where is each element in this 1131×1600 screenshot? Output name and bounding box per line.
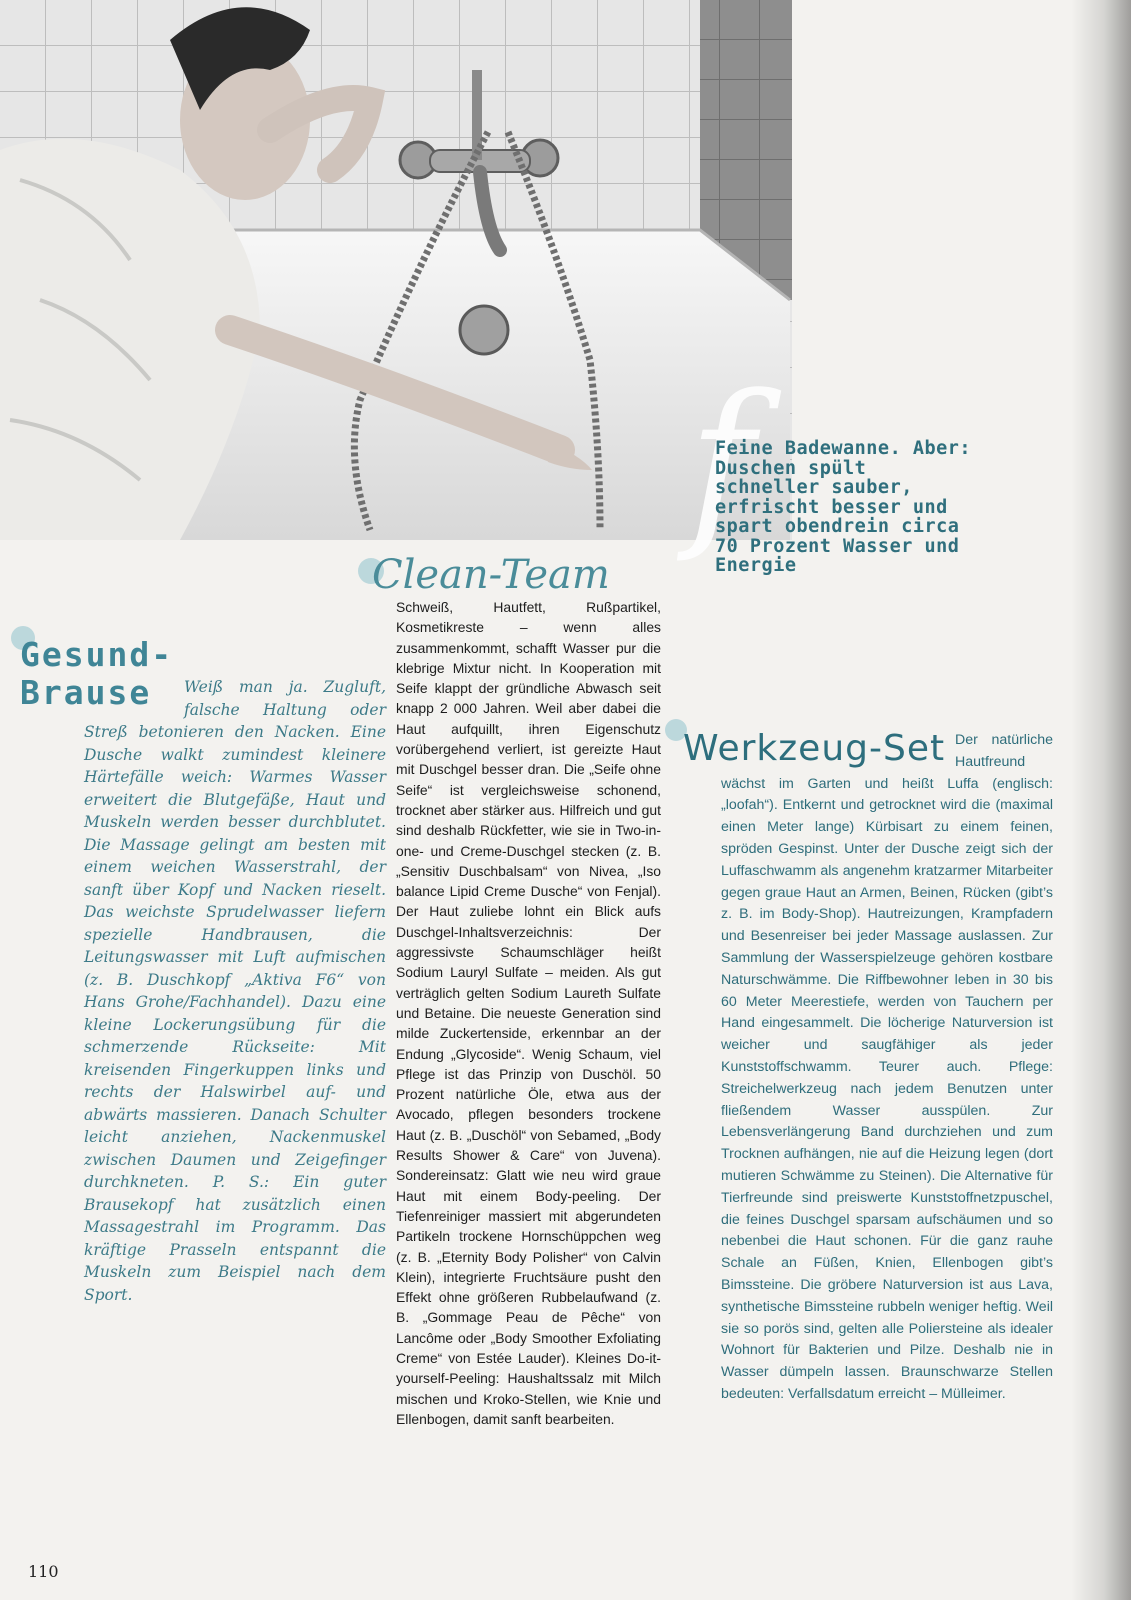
werkzeug-set-body: Der natürliche Hautfreund wächst im Garten und heißt Luffa (englisch: „loofah“). Entkernt und getrocknet wird die (maximal einen Meter lange) Kürbisart zu einem feinen, spröden Gespinst. Unter der Dusche zeigt sich der Luffaschwamm als angenehm kratzarmer Mitarbeiter gegen graue Haut an Armen, Beinen, Rücken (gibt’s z. B. im Body-Shop). Hautreizungen, Krampfadern und Besenreiser bei jeder Massage auslassen. Zur Sammlung der Wasserspielzeuge gehören kostbare Naturschwämme. Die Riffbewohner leben in 30 bis 60 Meter Meerestiefe, werden von Tauchern per Hand eingesammelt. Die löcherige Naturversion ist weicher und saugfähiger als jeder Kunststoffschwamm. Teurer auch. Pflege: Streichelwerkzeug nach jedem Benutzen unter fließendem Wasser ausspülen. Zur Lebensverlängerung Band durchziehen und zum Trocknen aufhängen, nie auf die Heizung legen (dort mutieren Schwämme zu Steinen). Die Alternative für Tierfreunde sind preiswerte Kunststoffnetzpuschel, die feines Duschgel sparsam aufschäumen und so nebenbei die Haut schonen. Für die ganz rauhe Schale an Füßen, Knien, Ellenbogen gibt’s Bimssteine. Die gröbere Naturversion ist aus Lava, synthetische Bimssteine rubbeln weniger heftig. Weil sie so porös sind, gelten alle Poliersteine als idealer Wohnort für Bakterien und Pilze. Deshalb nie in Wasser dümpeln lassen. Braunschwarze Stellen bedeuten: Verfallsdatum erreicht – Mülleimer. — [721, 732, 1053, 1402]
page-gutter-shadow — [1071, 0, 1131, 1600]
column-clean-team: Schweiß, Hautfett, Rußpartikel, Kosmetikreste – wenn alles zusammenkommt, schafft Wasser pur die klebrige Mixtur nicht. In Kooperation mit Seife klappt der gründliche Abwasch seit knapp 2 000 Jahren. Weil aber dabei die Haut aufquillt, ihren Eigenschutz vorübergehend verliert, ist gereizte Haut mit Duschgel besser dran. Die „Seife ohne Seife“ ist vergleichsweise schonend, trocknet aber stärker aus. Hilfreich und gut sind deshalb Rückfetter, wie sie in Two-in-one- und Creme-Duschgel stecken (z. B. „Sensitiv Duschbalsam“ von Nivea, „Iso balance Lipid Creme Dusche“ von Fenjal). Der Haut zuliebe lohnt ein Blick aufs Duschgel-Inhaltsverzeichnis: Der aggressivste Schaumschläger heißt Sodium Lauryl Sulfate – meiden. Als gut verträglich gelten Sodium Laureth Sulfate und Betaine. Die neueste Generation sind milde Zuckertenside, erkennbar an der Endung „Glycoside“. Wenig Schaum, viel Pflege ist das Prinzip von Duschöl. 50 Prozent natürliche Öle, etwa aus der Avocado, pflegen besonders trockene Haut (z. B. „Duschöl“ von Sebamed, „Body Results Shower & Care“ von Juvena). Sondereinsatz: Glatt wie neu wird graue Haut mit einem Body-peeling. Der Tiefenreiniger massiert mit abgerundeten Partikeln trockene Hornschüppchen weg (z. B. „Eternity Body Polisher“ von Calvin Klein), integrierte Fruchtsäure pusht den Effekt ohne größeren Rubbelaufwand (z. B. „Gommage Peau de Pêche“ von Lancôme oder „Body Smoother Exfoliating Creme“ von Estée Lauder). Kleines Do-it-yourself-Peeling: Haushaltssalz mit Milch mischen und Kroko-Stellen, wie Knie und Ellenbogen, damit sanft bearbeiten. — [396, 599, 661, 1427]
column-werkzeug-set — [721, 730, 1053, 1406]
gesund-brause-body: Weiß man ja. Zugluft, falsche Haltung oder Streß betonieren den Nacken. Eine Dusche walkt zumindest kleinere Härtefälle weich: Warmes Wasser erweitert die Blutgefäße, Haut und Muskeln werden besser durchblutet. Die Massage gelingt am besten mit einem weichen Wasserstrahl, der sanft über Kopf und Nacken rieselt. Das weichste Sprudelwasser liefern spezielle Handbrausen, die Leitungswasser mit Luft aufmischen (z. B. Duschkopf „Aktiva F6“ von Hans Grohe/Fachhandel). Dazu eine kleine Lockerungsübung für die schmerzende Rückseite: Mit kreisenden Fingerkuppen links und rechts der Halswirbel auf- und abwärts massieren. Danach Schulter leicht anziehen, Nackenmuskel zwischen Daumen und Zeigefinger durchkneten. P. S.: Ein guter Brausekopf hat zusätzlich einen Massagestrahl im Programm. Das kräftige Prasseln entspannt die Muskeln zum Beispiel nach dem Sport. — [84, 678, 386, 1304]
heading-clean-team: Clean-Team — [372, 552, 610, 598]
woman-in-bathtub-photo — [0, 0, 792, 540]
pull-quote: Feine Badewanne. Aber: Duschen spült schneller sauber, erfrischt besser und spart obendrein circa 70 Prozent Wasser und Energie — [715, 438, 972, 576]
heading-werkzeug-set: Werkzeug-Set — [683, 728, 946, 769]
heading-gesund-brause: Gesund- Brause — [20, 635, 174, 712]
pull-quote-initial: f — [688, 357, 755, 566]
column-gesund-brause — [84, 676, 386, 1306]
page-number: 110 — [28, 1562, 59, 1581]
